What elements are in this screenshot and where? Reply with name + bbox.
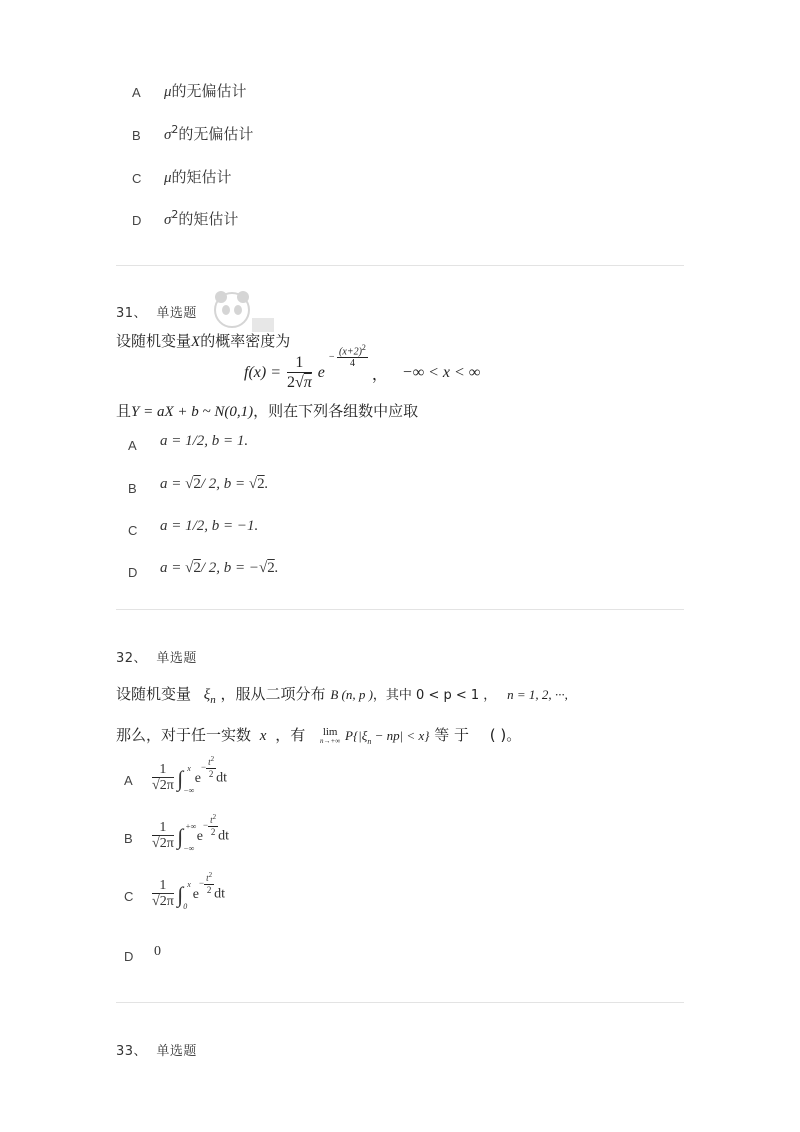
q32-option-b[interactable] bbox=[124, 828, 133, 847]
option-letter: C bbox=[128, 523, 138, 538]
q30-option-c-text: μ的矩估计 bbox=[164, 168, 232, 186]
q32-option-a-integral: $\frac{1}{√2\pi}$ ∫ x −∞ e− $\frac{t^2}{2}$ dt bbox=[152, 755, 227, 795]
q32-header: 32、 单选题 bbox=[116, 651, 197, 666]
q31-option-c[interactable] bbox=[128, 520, 137, 539]
q31-option-b-text: a = √2/ 2, b = √2. bbox=[160, 476, 269, 492]
option-letter: C bbox=[124, 889, 134, 904]
q32-option-d-text: 0 bbox=[154, 944, 161, 959]
panda-watermark-icon bbox=[208, 288, 278, 336]
exponent: − $\frac{(x+2)^2}{4}$ bbox=[328, 343, 366, 370]
fraction: $\frac{1}{√2\pi}$ bbox=[152, 762, 174, 794]
q31-option-a-text: a = 1/2, b = 1. bbox=[160, 433, 249, 449]
divider bbox=[116, 265, 684, 266]
q31-option-b[interactable] bbox=[128, 478, 137, 497]
option-letter: D bbox=[124, 949, 134, 964]
fraction: $\frac{1}{2√\pi}$ bbox=[287, 354, 312, 391]
integral-icon: ∫ x −∞ bbox=[177, 763, 195, 795]
q30-option-a-text: μ的无偏估计 bbox=[164, 82, 247, 100]
option-letter: A bbox=[124, 773, 133, 788]
option-letter: A bbox=[128, 438, 137, 453]
limit: lim n→+∞ bbox=[320, 725, 341, 745]
option-letter: C bbox=[132, 171, 142, 186]
option-letter: B bbox=[132, 128, 141, 143]
q32-option-b-integral: $\frac{1}{√2\pi}$ ∫ +∞ −∞ e− $\frac{t^2}{2}$ dt bbox=[152, 813, 229, 853]
q32-option-c[interactable] bbox=[124, 886, 133, 905]
option-letter: A bbox=[132, 85, 141, 100]
q32-option-d[interactable] bbox=[124, 946, 133, 965]
q32-stem-line2: 那么，对于任一实数 x ，有 lim n→+∞ $P\{|\xi_n - np| < x\}$ 等 于 ( )。 bbox=[116, 725, 522, 746]
q31-option-d-text: a = √2/ 2, b = −√2. bbox=[160, 560, 279, 576]
q30-option-a[interactable] bbox=[132, 82, 141, 101]
divider bbox=[116, 1002, 684, 1003]
q30-option-b[interactable] bbox=[132, 125, 141, 144]
question-type: 单选题 bbox=[156, 651, 197, 666]
question-type: 单选题 bbox=[156, 1044, 197, 1059]
fraction: $\frac{1}{√2\pi}$ bbox=[152, 878, 174, 910]
q32-option-c-integral: $\frac{1}{√2\pi}$ ∫ x 0 e− $\frac{t^2}{2}$ dt bbox=[152, 871, 225, 911]
q31-option-a[interactable] bbox=[128, 435, 137, 454]
q31-density-formula: f(x) = $\frac{1}{2√\pi}$ e − $\frac{(x+2)^2}{4}$ ， −∞ < x < ∞ bbox=[244, 343, 481, 391]
q32-stem-line1: 设随机变量 $\xi_n$ ，服从二项分布 B (n, p )，其中 0 < p < 1 ， n = 1, 2, ···, bbox=[116, 685, 568, 706]
fraction: $\frac{1}{√2\pi}$ bbox=[152, 820, 174, 852]
q33-header: 33、 单选题 bbox=[116, 1044, 197, 1059]
question-number: 31 bbox=[116, 306, 134, 321]
question-type: 单选题 bbox=[156, 306, 197, 321]
q30-option-d-text: $\sigma^2$的矩估计 bbox=[164, 208, 239, 228]
q32-option-a[interactable] bbox=[124, 770, 133, 789]
q30-option-b-text: $\sigma^2$的无偏估计 bbox=[164, 123, 254, 143]
q30-option-d[interactable] bbox=[132, 210, 141, 229]
q31-option-d[interactable] bbox=[128, 562, 137, 581]
integral-icon: ∫ x 0 bbox=[177, 879, 191, 911]
question-number: 33 bbox=[116, 1044, 134, 1059]
option-letter: B bbox=[128, 481, 137, 496]
divider bbox=[116, 609, 684, 610]
q31-condition: 且Y = aX + b ~ N(0,1)，则在下列各组数中应取 bbox=[116, 402, 419, 420]
q31-stem: 设随机变量X的概率密度为 bbox=[116, 332, 291, 350]
option-letter: D bbox=[132, 213, 142, 228]
option-letter: B bbox=[124, 831, 133, 846]
option-letter: D bbox=[128, 565, 138, 580]
q30-option-c[interactable] bbox=[132, 168, 141, 187]
question-number: 32 bbox=[116, 651, 134, 666]
q31-option-c-text: a = 1/2, b = −1. bbox=[160, 518, 259, 534]
q31-header: 31、 单选题 bbox=[116, 306, 197, 321]
integral-icon: ∫ +∞ −∞ bbox=[177, 821, 197, 853]
